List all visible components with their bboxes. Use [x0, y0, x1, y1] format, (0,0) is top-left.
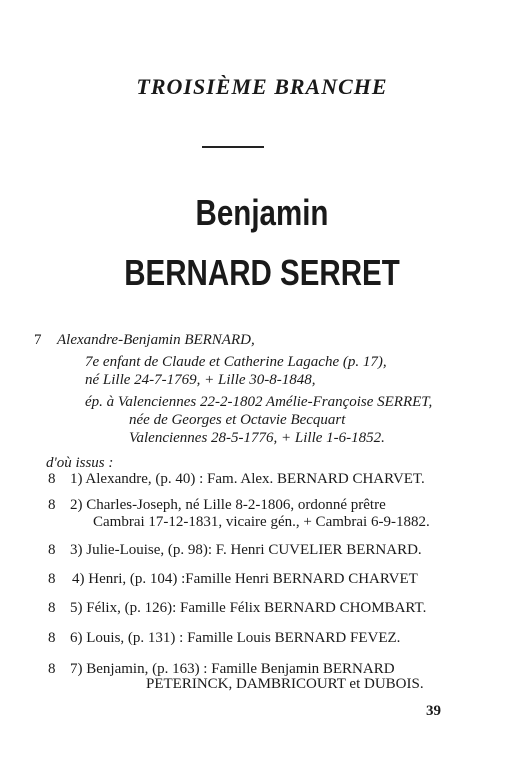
child-entry-line: 5) Félix, (p. 126): Famille Félix BERNARD CHOMBART.: [70, 600, 427, 616]
ancestor-detail-line: né Lille 24-7-1769, + Lille 30-8-1848,: [85, 372, 316, 388]
child-generation: 8: [48, 661, 56, 677]
child-entry-line: 4) Henri, (p. 104) :Famille Henri BERNARD CHARVET: [72, 571, 418, 587]
ancestor-detail-line: ép. à Valenciennes 22-2-1802 Amélie-Françoise SERRET,: [85, 394, 433, 410]
section-title: TROISIÈME BRANCHE: [136, 74, 388, 99]
child-entry-line: 6) Louis, (p. 131) : Famille Louis BERNARD FEVEZ.: [70, 630, 401, 646]
child-entry-line: 1) Alexandre, (p. 40) : Fam. Alex. BERNARD CHARVET.: [70, 471, 425, 487]
child-generation: 8: [48, 600, 56, 616]
child-entry-line: 2) Charles-Joseph, né Lille 8-2-1806, ordonné prêtre: [70, 497, 386, 513]
child-generation: 8: [48, 630, 56, 646]
ancestor-generation: 7: [34, 332, 42, 348]
child-generation: 8: [48, 471, 56, 487]
child-entry-line: 3) Julie-Louise, (p. 98): F. Henri CUVELIER BERNARD.: [70, 542, 422, 558]
ancestor-detail-line: 7e enfant de Claude et Catherine Lagache (p. 17),: [85, 354, 387, 370]
child-entry-line: Cambrai 17-12-1831, vicaire gén., + Cambrai 6-9-1882.: [93, 514, 430, 530]
child-generation: 8: [48, 497, 56, 513]
child-generation: 8: [48, 571, 56, 587]
ancestor-detail-line: Valenciennes 28-5-1776, + Lille 1-6-1852.: [129, 430, 385, 446]
issue-label: d'où issus :: [46, 455, 114, 471]
child-generation: 8: [48, 542, 56, 558]
branch-first-name: Benjamin: [195, 192, 329, 233]
branch-family-name: BERNARD SERRET: [124, 252, 400, 293]
child-entry-line: PETERINCK, DAMBRICOURT et DUBOIS.: [146, 676, 424, 692]
ancestor-name: Alexandre-Benjamin BERNARD,: [57, 332, 255, 348]
page-number: 39: [426, 703, 441, 719]
child-entry-line: 7) Benjamin, (p. 163) : Famille Benjamin BERNARD: [70, 661, 395, 677]
ancestor-detail-line: née de Georges et Octavie Becquart: [129, 412, 346, 428]
title-divider: [202, 146, 264, 148]
